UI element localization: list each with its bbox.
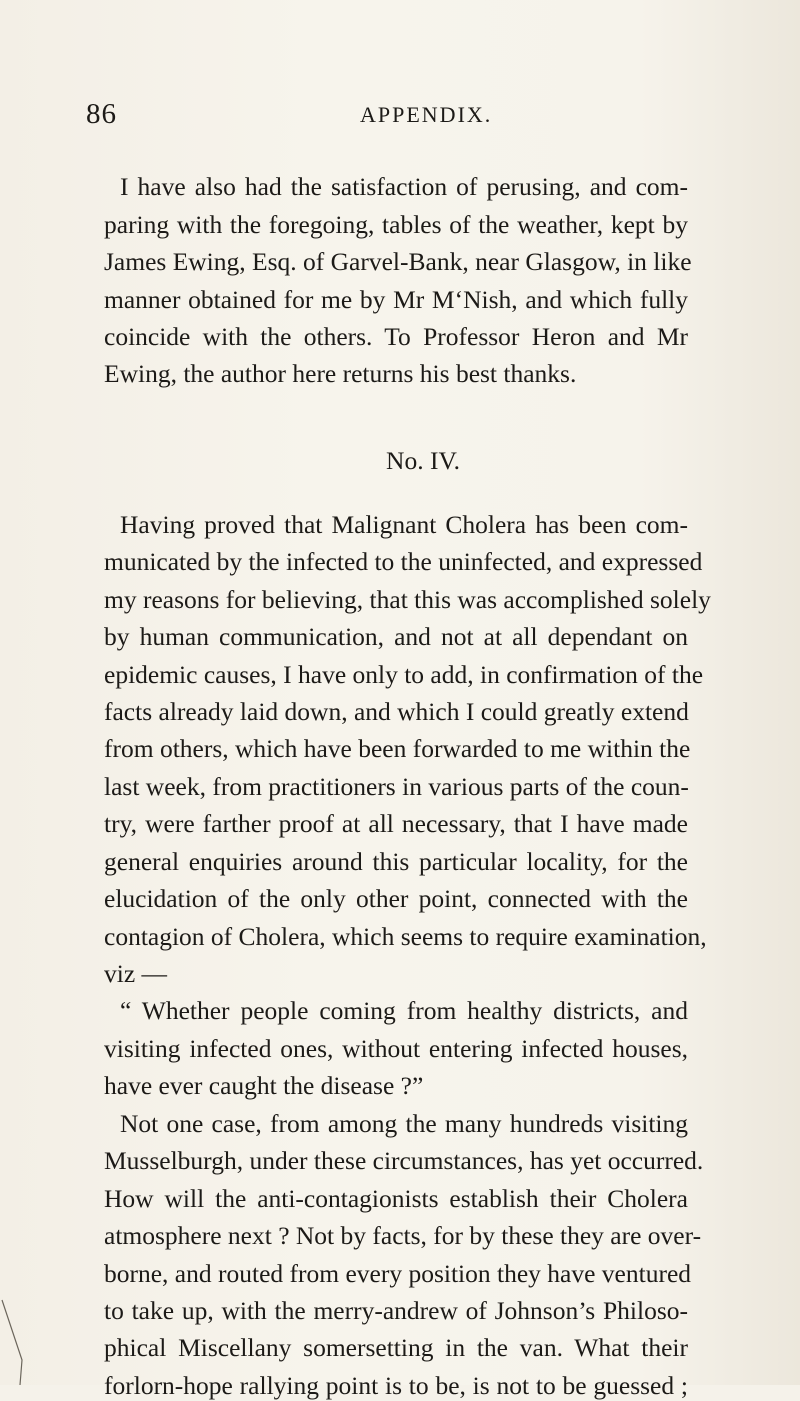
text-line: How will the anti-contagionists establish their Cholera bbox=[104, 1184, 688, 1213]
text-line: by human communication, and not at all dependant on bbox=[104, 622, 688, 651]
text-line: paring with the foregoing, tables of the weather, kept by bbox=[104, 210, 688, 239]
text-line: last week, from practitioners in various parts of the coun- bbox=[104, 772, 689, 801]
text-line: municated by the infected to the uninfected, and expressed bbox=[104, 547, 703, 576]
text-line: phical Miscellany somersetting in the van. What their bbox=[104, 1333, 688, 1362]
margin-edge-mark bbox=[0, 1300, 30, 1385]
text-line: viz — bbox=[104, 959, 168, 988]
text-line: from others, which have been forwarded to me within the bbox=[104, 734, 691, 763]
section-heading: No. IV. bbox=[386, 446, 460, 475]
text-line: borne, and routed from every position they have ventured bbox=[104, 1259, 692, 1288]
text-line: James Ewing, Esq. of Garvel-Bank, near Glasgow, in like bbox=[104, 247, 692, 276]
page-header bbox=[0, 98, 800, 138]
text-line: “ Whether people coming from healthy districts, and bbox=[120, 996, 688, 1025]
text-line: epidemic causes, I have only to add, in confirmation of the bbox=[104, 660, 704, 689]
text-line: Not one case, from among the many hundreds visiting bbox=[120, 1109, 688, 1138]
text-line: Ewing, the author here returns his best thanks. bbox=[104, 359, 577, 388]
text-line: forlorn-hope rallying point is to be, is not to be guessed ; bbox=[104, 1371, 688, 1400]
running-head: APPENDIX. bbox=[360, 102, 493, 127]
text-line: coincide with the others. To Professor Heron and Mr bbox=[104, 322, 688, 351]
text-line: have ever caught the disease ?” bbox=[104, 1071, 424, 1100]
text-line: Having proved that Malignant Cholera has been com- bbox=[120, 510, 688, 539]
text-line: general enquiries around this particular locality, for the bbox=[104, 847, 688, 876]
text-line: try, were farther proof at all necessary, that I have made bbox=[104, 809, 688, 838]
text-line: manner obtained for me by Mr M‘Nish, and which fully bbox=[104, 285, 688, 314]
text-line: elucidation of the only other point, connected with the bbox=[104, 884, 688, 913]
text-line: contagion of Cholera, which seems to require examination, bbox=[104, 922, 707, 951]
text-line: I have also had the satisfaction of perusing, and com- bbox=[120, 172, 688, 201]
text-line: Musselburgh, under these circumstances, has yet occurred. bbox=[104, 1146, 704, 1175]
text-line: visiting infected ones, without entering infected houses, bbox=[104, 1034, 688, 1063]
text-line: atmosphere next ? Not by facts, for by these they are over- bbox=[104, 1221, 702, 1250]
text-line: facts already laid down, and which I could greatly extend bbox=[104, 697, 689, 726]
text-line: to take up, with the merry-andrew of Johnson’s Philoso- bbox=[104, 1296, 688, 1325]
page-number: 86 bbox=[86, 98, 117, 130]
text-line: my reasons for believing, that this was accomplished solely bbox=[104, 585, 711, 614]
